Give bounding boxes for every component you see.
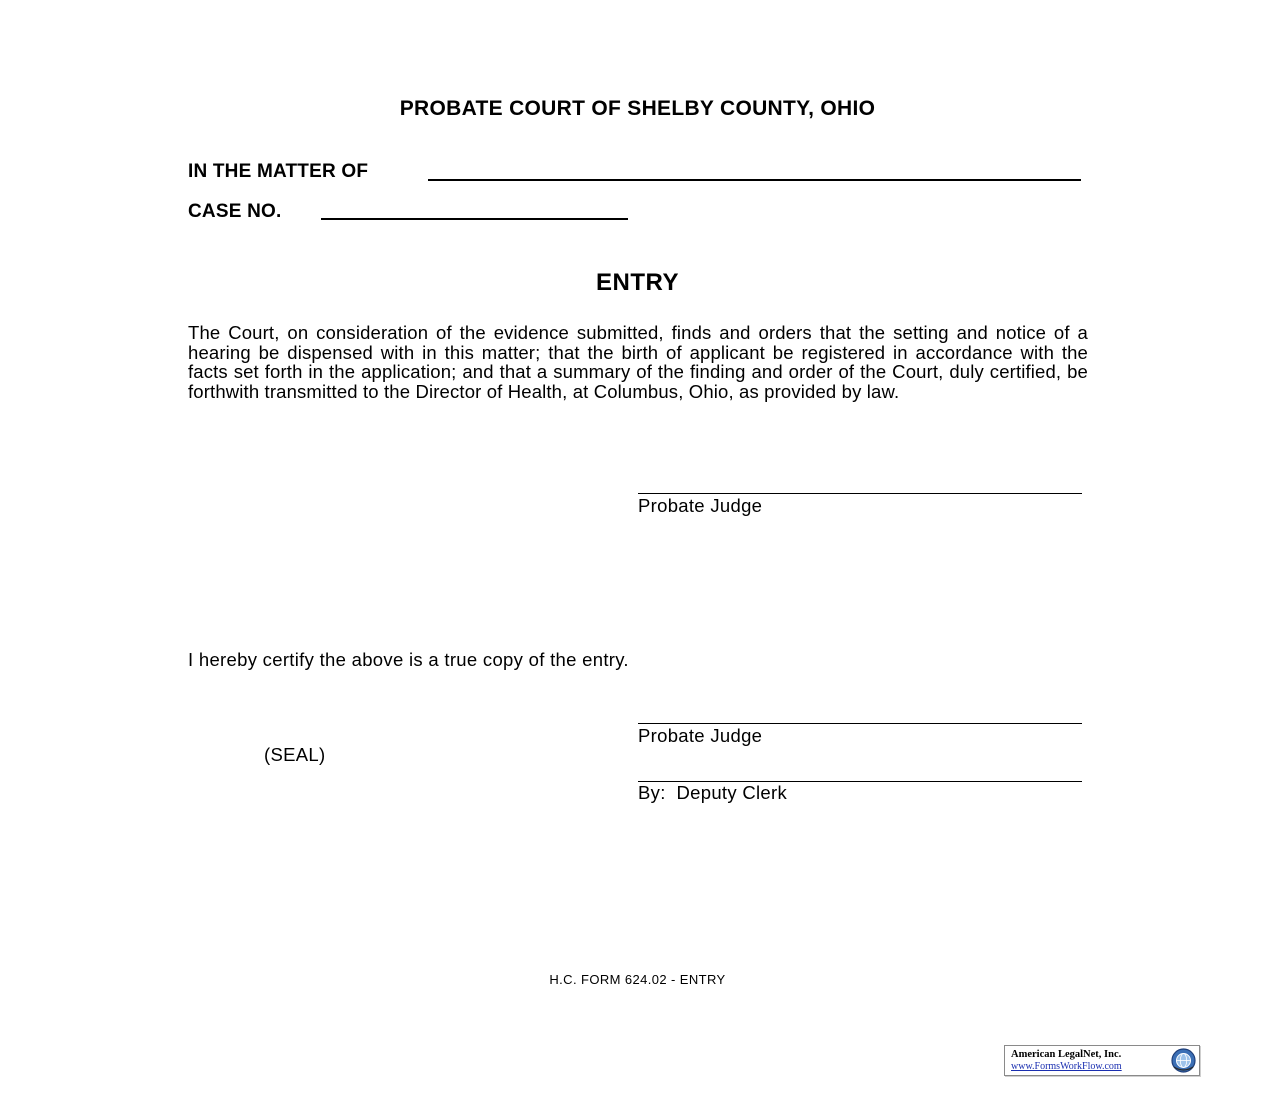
deputy-clerk-label: By: Deputy Clerk <box>638 782 788 803</box>
judge-signature-line[interactable] <box>638 493 1082 494</box>
globe-icon <box>1170 1047 1197 1074</box>
american-legalnet-logo[interactable] <box>1004 1045 1200 1076</box>
logo-url-link[interactable]: www.FormsWorkFlow.com <box>1011 1061 1122 1072</box>
entry-body: The Court, on consideration of the evidence submitted, finds and orders that the setting and notice of a hearing be dispensed with in this matter; that the birth of applicant be registered in accordance with the facts set forth in the application; and that a summary of the finding and order of the Court, duly certified, be forthwith transmitted to the Director of Health, at Columbus, Ohio, as provided by law. <box>188 322 1088 402</box>
court-title: PROBATE COURT OF SHELBY COUNTY, OHIO <box>399 97 876 120</box>
seal-label: (SEAL) <box>264 744 326 765</box>
matter-field[interactable] <box>428 179 1081 181</box>
certify-statement: I hereby certify the above is a true copy of the entry. <box>188 649 629 670</box>
case-number-label: CASE NO. <box>188 201 282 222</box>
logo-company-name: American LegalNet, Inc. <box>1011 1049 1122 1060</box>
matter-label: IN THE MATTER OF <box>188 161 369 182</box>
entry-heading: ENTRY <box>596 269 679 296</box>
certify-judge-label: Probate Judge <box>638 725 763 746</box>
judge-signature-label: Probate Judge <box>638 495 763 516</box>
form-code: H.C. FORM 624.02 - ENTRY <box>549 972 726 987</box>
case-number-field[interactable] <box>321 218 628 220</box>
certify-judge-signature-line[interactable] <box>638 723 1082 724</box>
